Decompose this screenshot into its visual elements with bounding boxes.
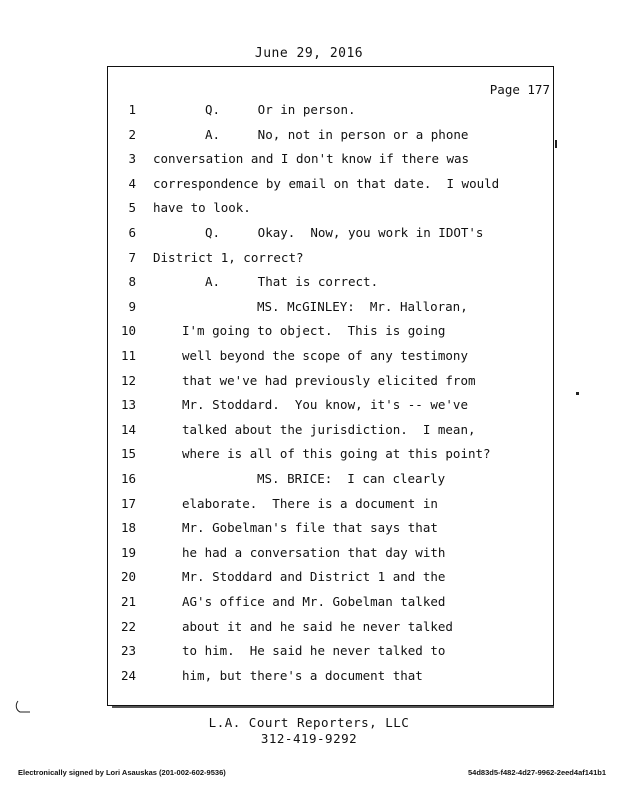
line-text: MS. BRICE: I can clearly — [257, 471, 446, 486]
line-number: 1 — [128, 102, 136, 117]
line-text: Q. Or in person. — [205, 102, 356, 117]
line-text: conversation and I don't know if there was — [153, 151, 470, 167]
line-number: 13 — [120, 397, 136, 413]
transcript-line — [0, 520, 618, 544]
line-text: A. No, not in person or a phone — [205, 126, 469, 142]
line-text: elaborate. There is a document in — [182, 495, 438, 511]
transcript-line — [0, 299, 618, 323]
line-text: AG's office and Mr. Gobelman talked — [182, 594, 446, 609]
line-number: 6 — [128, 225, 136, 240]
line-number: 24 — [120, 667, 136, 683]
line-number: 23 — [120, 643, 136, 659]
transcript-line — [0, 422, 618, 446]
electronic-signature: Electronically signed by Lori Asauskas (201-002-602-9536) — [18, 768, 226, 777]
margin-scribble — [14, 700, 36, 714]
line-number: 2 — [128, 126, 136, 142]
line-text: about it and he said he never talked — [182, 618, 453, 634]
line-text: Q. Okay. Now, you work in IDOT's — [205, 225, 484, 240]
transcript-line — [0, 569, 618, 593]
line-text: District 1, correct? — [153, 249, 304, 265]
transcript-line — [0, 397, 618, 421]
transcript-line — [0, 274, 618, 298]
transcript-line — [0, 348, 618, 372]
transcript-line — [0, 373, 618, 397]
line-text: that we've had previously elicited from — [182, 372, 476, 388]
page-number: Page 177 — [489, 82, 550, 97]
line-number: 21 — [120, 594, 136, 609]
transcript-line — [0, 471, 618, 495]
line-text: Mr. Gobelman's file that says that — [182, 520, 438, 536]
line-text: he had a conversation that day with — [182, 544, 446, 560]
line-number: 16 — [120, 471, 136, 486]
line-text: have to look. — [153, 200, 251, 216]
line-number: 7 — [128, 249, 136, 265]
line-text: Mr. Stoddard and District 1 and the — [182, 569, 446, 585]
transcript-line — [0, 151, 618, 175]
line-number: 14 — [120, 421, 136, 437]
transcript-line — [0, 446, 618, 470]
line-number: 3 — [128, 151, 136, 167]
line-number: 15 — [120, 446, 136, 462]
transcript-date: June 29, 2016 — [254, 46, 364, 61]
line-text: MS. McGINLEY: Mr. Halloran, — [257, 298, 468, 314]
line-text: where is all of this going at this point? — [182, 446, 491, 462]
line-text: I'm going to object. This is going — [182, 323, 446, 339]
line-text: him, but there's a document that — [182, 667, 423, 683]
transcript-line — [0, 176, 618, 200]
transcript-line — [0, 594, 618, 618]
transcript-line — [0, 619, 618, 643]
line-text: to him. He said he never talked to — [182, 643, 446, 659]
court-reporter-phone: 312-419-9292 — [260, 731, 358, 746]
line-number: 22 — [120, 618, 136, 634]
line-text: A. That is correct. — [205, 274, 379, 290]
transcript-line — [0, 643, 618, 667]
transcript-line — [0, 225, 618, 249]
line-number: 20 — [120, 569, 136, 585]
line-number: 19 — [120, 544, 136, 560]
frame-shadow — [112, 706, 554, 708]
transcript-line — [0, 127, 618, 151]
scan-mark — [555, 140, 557, 148]
line-number: 5 — [128, 200, 136, 216]
line-text: correspondence by email on that date. I would — [153, 175, 500, 191]
transcript-line — [0, 200, 618, 224]
line-text: well beyond the scope of any testimony — [182, 348, 468, 363]
transcript-line — [0, 323, 618, 347]
line-text: talked about the jurisdiction. I mean, — [182, 421, 476, 437]
line-number: 9 — [128, 298, 136, 314]
line-text: Mr. Stoddard. You know, it's -- we've — [182, 397, 468, 413]
line-number: 18 — [120, 520, 136, 536]
transcript-line — [0, 545, 618, 569]
transcript-line — [0, 250, 618, 274]
court-reporter-name: L.A. Court Reporters, LLC — [208, 715, 410, 730]
document-id: 54d83d5-f482-4d27-9962-2eed4af141b1 — [468, 768, 606, 777]
line-number: 4 — [128, 175, 136, 191]
line-number: 10 — [120, 323, 136, 339]
line-number: 11 — [120, 348, 136, 363]
line-number: 8 — [128, 274, 136, 290]
scan-mark — [576, 392, 579, 395]
transcript-line — [0, 496, 618, 520]
line-number: 12 — [120, 372, 136, 388]
transcript-line — [0, 102, 618, 126]
transcript-line — [0, 668, 618, 692]
line-number: 17 — [120, 495, 136, 511]
